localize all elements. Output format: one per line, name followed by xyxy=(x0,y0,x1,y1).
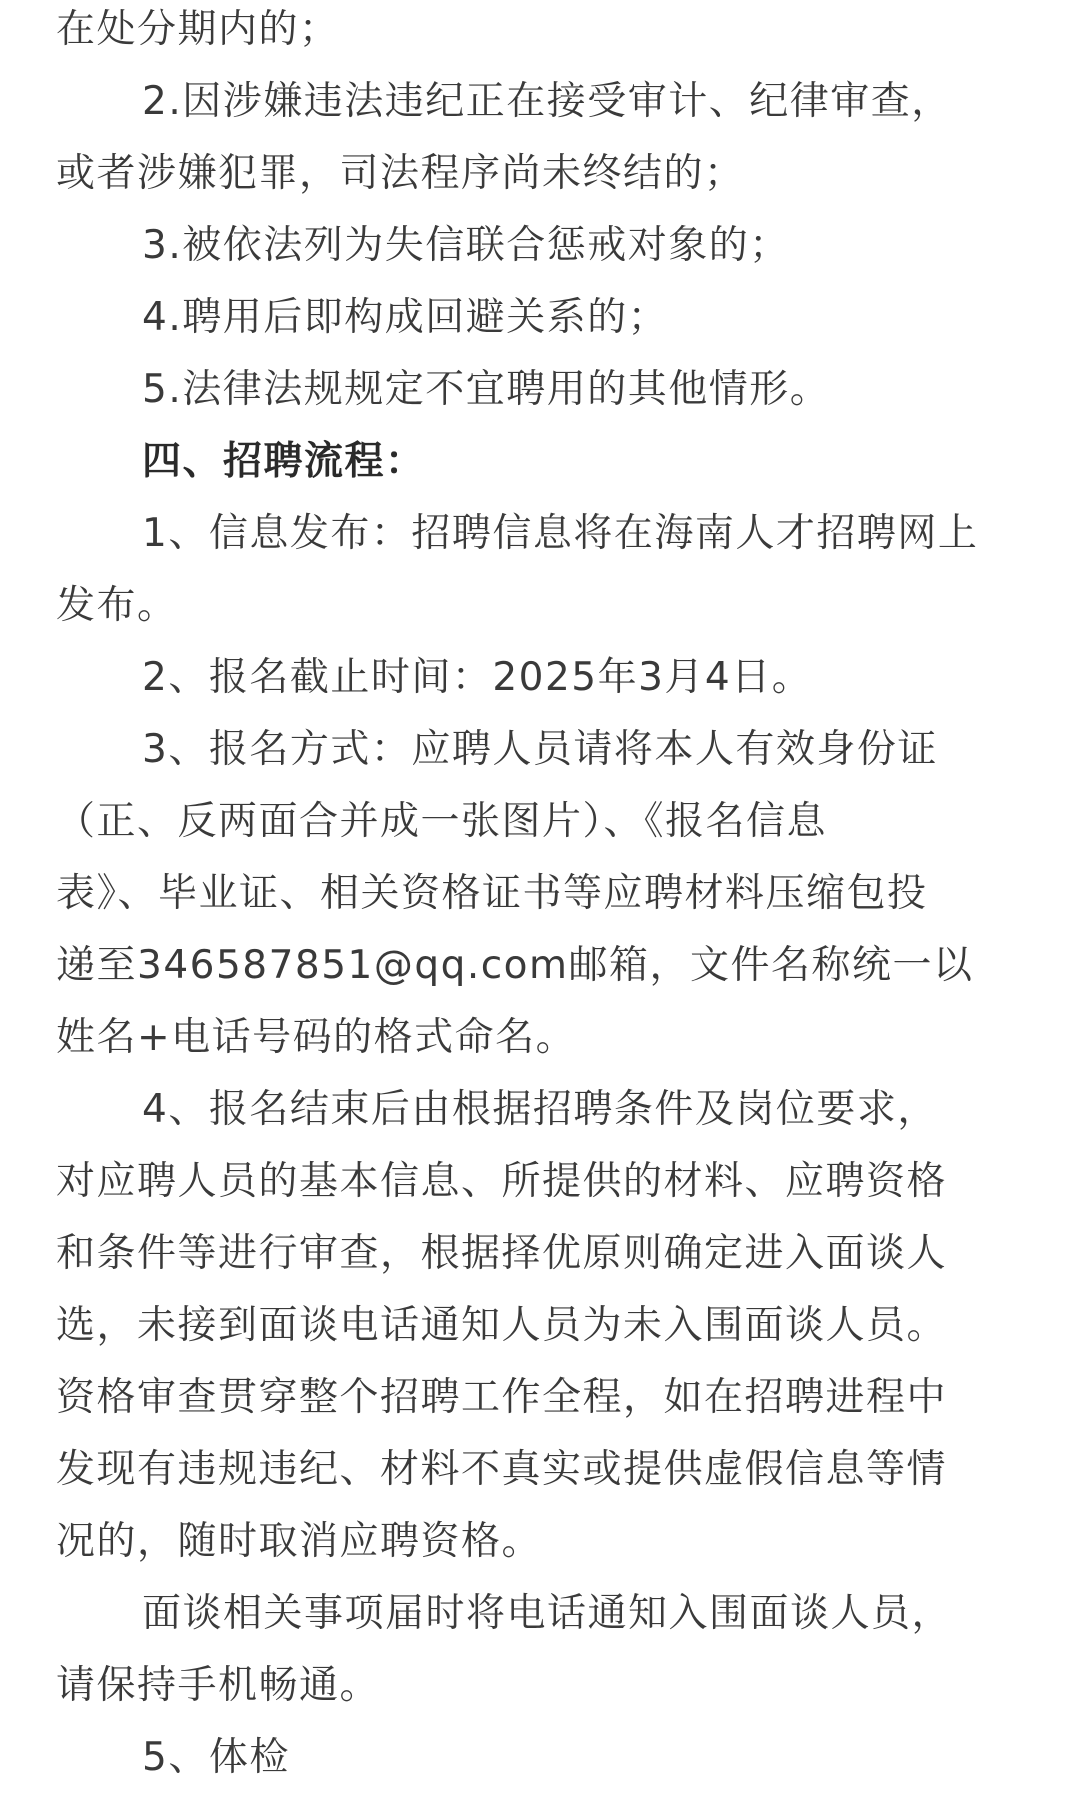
text-line: 请保持手机畅通。 xyxy=(56,1663,381,1708)
text-line: 姓名+电话号码的格式命名。 xyxy=(56,1015,577,1060)
email-text-line: 递至346587851@qq.com邮箱，文件名称统一以 xyxy=(56,943,974,988)
text-line: 面谈相关事项届时将电话通知入围面谈人员， xyxy=(142,1591,953,1636)
text-line: 发布。 xyxy=(56,583,178,628)
text-line: 发现有违规违纪、材料不真实或提供虚假信息等情 xyxy=(56,1447,948,1492)
text-line: 4、报名结束后由根据招聘条件及岗位要求， xyxy=(142,1087,938,1132)
text-line: 表》、毕业证、相关资格证书等应聘材料压缩包投 xyxy=(56,871,928,916)
text-line: 选，未接到面谈电话通知人员为未入围面谈人员。 xyxy=(56,1303,948,1348)
text-line: 5.法律法规规定不宜聘用的其他情形。 xyxy=(142,367,831,412)
text-line: 对应聘人员的基本信息、所提供的材料、应聘资格 xyxy=(56,1159,948,1204)
text-line: 资格审查贯穿整个招聘工作全程，如在招聘进程中 xyxy=(56,1375,948,1420)
text-line: 3.被依法列为失信联合惩戒对象的； xyxy=(142,223,790,268)
text-line: （正、反两面合并成一张图片）、《报名信息 xyxy=(56,799,828,844)
text-line: 在处分期内的； xyxy=(56,7,340,52)
section-heading: 四、招聘流程： xyxy=(142,439,426,484)
text-line: 2、报名截止时间：2025年3月4日。 xyxy=(142,655,813,700)
text-line: 1、信息发布：招聘信息将在海南人才招聘网上 xyxy=(142,511,979,556)
text-line: 4.聘用后即构成回避关系的； xyxy=(142,295,669,340)
text-line: 2.因涉嫌违法违纪正在接受审计、纪律审查， xyxy=(142,79,952,124)
text-line: 况的，随时取消应聘资格。 xyxy=(56,1519,543,1564)
text-line: 或者涉嫌犯罪，司法程序尚未终结的； xyxy=(56,151,745,196)
text-line: 5、体检 xyxy=(142,1735,290,1780)
text-line: 3、报名方式：应聘人员请将本人有效身份证 xyxy=(142,727,938,772)
text-line: 和条件等进行审查，根据择优原则确定进入面谈人 xyxy=(56,1231,948,1276)
